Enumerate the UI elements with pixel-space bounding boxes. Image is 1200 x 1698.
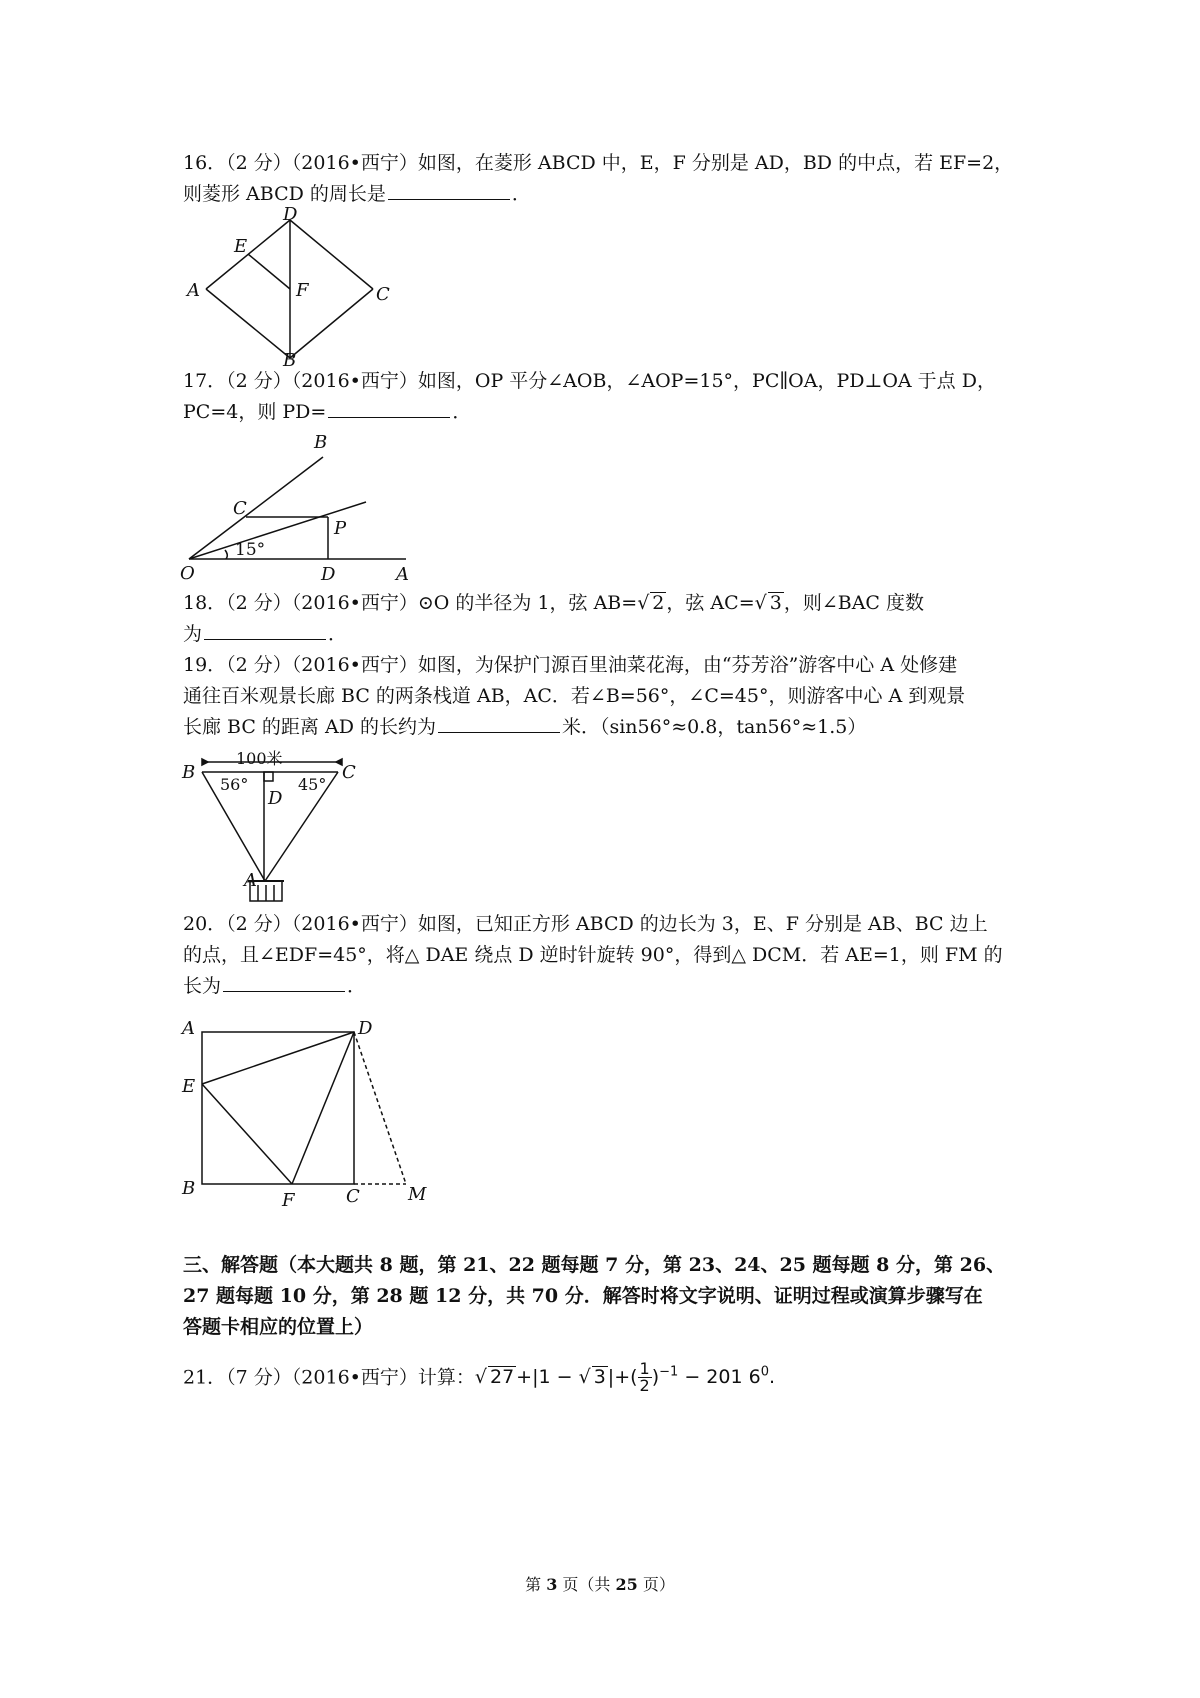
- fraction-numerator: 1: [639, 1359, 650, 1379]
- q16-line1: 16．（2 分）（2016•西宁）如图，在菱形 ABCD 中，E，F 分别是 AD，BD 的中点，若 EF=2，: [183, 152, 1014, 174]
- total-pages: 25: [615, 1575, 638, 1594]
- current-page-number: 3: [546, 1575, 558, 1594]
- q20-period: ．: [347, 975, 367, 997]
- label-C: C: [233, 498, 247, 519]
- q17-line2: [183, 397, 1053, 428]
- q20-line3-text: 长为: [183, 975, 222, 997]
- sqrt-symbol: √: [578, 1366, 591, 1389]
- label-100m: 100米: [236, 749, 283, 768]
- label-A: A: [244, 870, 257, 891]
- sqrt-2: 2: [652, 592, 665, 614]
- footer-text-c: 页）: [637, 1575, 675, 1594]
- fraction-denominator: 2: [639, 1376, 650, 1396]
- sqrt-3: 3: [769, 592, 782, 614]
- label-P: P: [334, 518, 347, 539]
- answer-blank-16[interactable]: [388, 179, 510, 200]
- sqrt-3: 3: [593, 1366, 606, 1389]
- question-19: [183, 650, 1053, 743]
- q18-line2-text: 为: [183, 623, 203, 645]
- q19-line3-end: 米．（sin56°≈0.8，tan56°≈1.5）: [561, 716, 867, 738]
- sqrt-symbol: √: [754, 592, 767, 614]
- label-A: A: [187, 280, 200, 301]
- label-F: F: [296, 280, 309, 301]
- label-C: C: [346, 1186, 360, 1207]
- page-footer: [0, 1572, 1200, 1595]
- q16-line2: [183, 179, 1053, 210]
- section-3-heading: [183, 1250, 1063, 1343]
- fraction-one-half: [638, 1361, 652, 1394]
- question-21: [183, 1357, 1053, 1394]
- label-E: E: [234, 236, 248, 257]
- answer-blank-20[interactable]: [223, 971, 345, 992]
- question-16: [183, 148, 1053, 210]
- exponent-neg-1: −1: [659, 1365, 679, 1380]
- question-20: [183, 909, 1053, 1002]
- sqrt-symbol: √: [637, 592, 650, 614]
- label-D: D: [358, 1018, 373, 1039]
- q19-line3-text: 长廊 BC 的距离 AD 的长约为: [183, 716, 436, 738]
- q21-period: .: [769, 1366, 776, 1389]
- q17-line1: 17．（2 分）（2016•西宁）如图，OP 平分∠AOB，∠AOP=15°，PC∥OA，PD⊥OA 于点 D，: [183, 370, 996, 392]
- label-56-degrees: 56°: [220, 775, 249, 794]
- abs-close: |+(: [607, 1366, 638, 1389]
- label-D: D: [283, 204, 298, 225]
- label-A: A: [396, 564, 409, 585]
- figure-angle-bisector: [176, 430, 416, 585]
- label-B: B: [182, 1178, 196, 1199]
- label-B: B: [283, 350, 297, 371]
- label-E: E: [182, 1076, 196, 1097]
- abs-open: |1 −: [532, 1366, 579, 1389]
- q19-line3: [183, 712, 1053, 743]
- figure-square-rotation: [180, 1010, 440, 1210]
- plus-sign: +: [516, 1366, 533, 1389]
- q17-line2-text: PC=4，则 PD=: [183, 401, 327, 423]
- label-O: O: [180, 563, 195, 584]
- label-D: D: [268, 788, 283, 809]
- question-17: [183, 366, 1053, 428]
- q18-text-b: ，弦 AC=: [666, 592, 755, 614]
- sqrt-27: 27: [489, 1366, 515, 1389]
- q20-line2: 的点，且∠EDF=45°，将△ DAE 绕点 D 逆时针旋转 90°，得到△ DCM．若 AE=1，则 FM 的: [183, 944, 1003, 966]
- question-18: [183, 588, 1053, 650]
- q18-text-c: ，则∠BAC 度数: [783, 592, 924, 614]
- q16-line2-text: 则菱形 ABCD 的周长是: [183, 183, 386, 205]
- sqrt-symbol: √: [474, 1366, 487, 1389]
- figure-viewing-corridor: [180, 748, 380, 908]
- q21-expression: [474, 1359, 776, 1396]
- section-3-line3: 答题卡相应的位置上）: [183, 1316, 374, 1338]
- q20-line3: [183, 971, 1053, 1002]
- label-A: A: [182, 1018, 195, 1039]
- q21-prefix: 21．（7 分）（2016•西宁）计算：: [183, 1366, 475, 1389]
- label-M: M: [408, 1184, 427, 1205]
- q19-line2: 通往百米观景长廊 BC 的两条栈道 AB，AC．若∠B=56°，∠C=45°，则游客中心 A 到观景: [183, 685, 966, 707]
- answer-blank-19[interactable]: [438, 712, 560, 733]
- label-C: C: [342, 762, 356, 783]
- label-C: C: [376, 284, 390, 305]
- label-15-degrees: 15°: [235, 540, 266, 560]
- q18-period: ．: [328, 623, 348, 645]
- minus-2016: − 201 6: [678, 1366, 761, 1389]
- label-D: D: [321, 564, 336, 585]
- footer-text-b: 页（共: [557, 1575, 616, 1594]
- q20-line1: 20．（2 分）（2016•西宁）如图，已知正方形 ABCD 的边长为 3，E、F 分别是 AB、BC 边上: [183, 913, 988, 935]
- q18-line2: [183, 619, 1053, 650]
- exponent-zero: 0: [760, 1365, 769, 1380]
- answer-blank-18[interactable]: [204, 619, 326, 640]
- footer-text-a: 第: [525, 1575, 547, 1594]
- label-B: B: [314, 432, 328, 453]
- figure-rhombus: [178, 204, 418, 371]
- q18-line1: [183, 588, 1053, 619]
- q19-line1: 19．（2 分）（2016•西宁）如图，为保护门源百里油菜花海，由“芬芳浴”游客中心 A 处修建: [183, 654, 958, 676]
- q16-period: ．: [511, 183, 531, 205]
- label-B: B: [182, 762, 196, 783]
- label-F: F: [282, 1190, 295, 1211]
- q17-period: ．: [452, 401, 472, 423]
- section-3-line1: 三、解答题（本大题共 8 题，第 21、22 题每题 7 分，第 23、24、25 题每题 8 分，第 26、: [183, 1254, 1006, 1276]
- answer-blank-17[interactable]: [328, 397, 450, 418]
- paren-close: ): [651, 1366, 660, 1389]
- q18-text-a: 18．（2 分）（2016•西宁）⊙O 的半径为 1，弦 AB=: [183, 592, 638, 614]
- section-3-line2: 27 题每题 10 分，第 28 题 12 分，共 70 分．解答时将文字说明、证明过程或演算步骤写在: [183, 1285, 983, 1307]
- label-45-degrees: 45°: [298, 775, 327, 794]
